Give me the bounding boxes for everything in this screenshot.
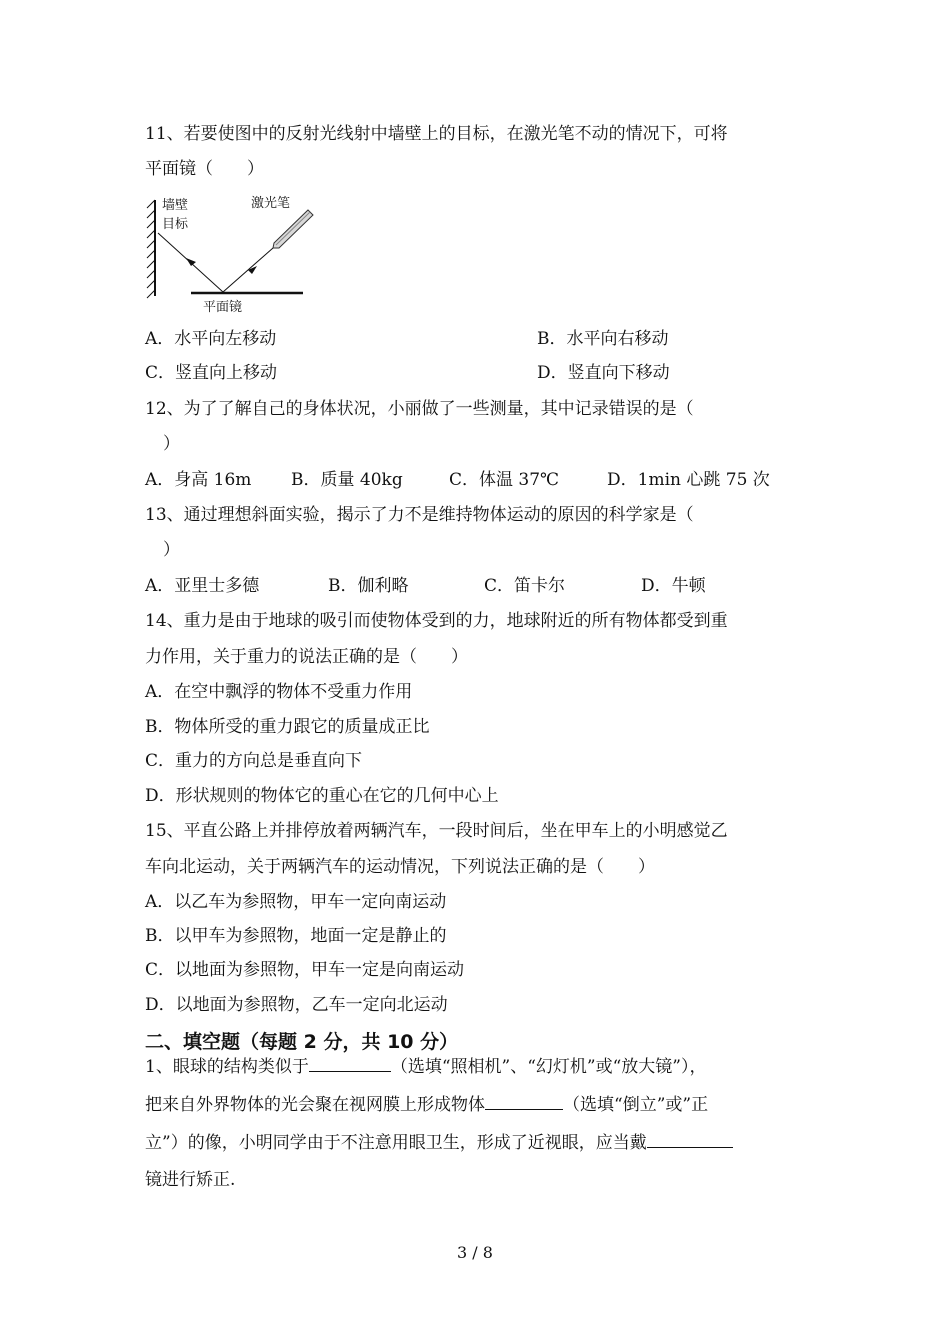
fill1-part1: 1、眼球的结构类似于 (145, 1057, 309, 1077)
q11-figure (145, 190, 315, 315)
section2-heading: 二、填空题（每题 2 分，共 10 分） (145, 1031, 459, 1053)
target-label: 目标 (162, 217, 189, 232)
fill1-blank1[interactable] (309, 1055, 391, 1072)
q15-option-d[interactable]: D．以地面为参照物，乙车一定向北运动 (145, 995, 448, 1015)
laser-pen-icon (273, 210, 313, 248)
q12-option-a[interactable]: A．身高 16m (145, 470, 252, 490)
q13-option-d[interactable]: D．牛顿 (641, 576, 706, 596)
fill1-part4: （选填“倒立”或”正 (563, 1095, 709, 1115)
q11-stem-line2: 平面镜（ ） (145, 159, 264, 179)
q14-option-d[interactable]: D．形状规则的物体它的重心在它的几何中心上 (145, 786, 499, 806)
q13-option-b[interactable]: B．伽利略 (328, 576, 409, 596)
q11-option-b[interactable]: B．水平向右移动 (537, 329, 669, 349)
page-number: 3 / 8 (457, 1243, 493, 1262)
q11-stem-line1: 11、若要使图中的反射光线射中墙壁上的目标，在激光笔不动的情况下，可将 (145, 124, 728, 144)
q13-stem-line1: 13、通过理想斜面实验，揭示了力不是维持物体运动的原因的科学家是（ (145, 505, 694, 525)
q14-option-b[interactable]: B．物体所受的重力跟它的质量成正比 (145, 717, 430, 737)
fill1-line2 (145, 1093, 708, 1116)
q15-stem-line2: 车向北运动，关于两辆汽车的运动情况，下列说法正确的是（ ） (145, 857, 655, 877)
fill1-line4: 镜进行矫正. (145, 1170, 236, 1190)
fill1-line3 (145, 1131, 733, 1154)
q15-option-a[interactable]: A．以乙车为参照物，甲车一定向南运动 (145, 892, 447, 912)
q14-option-a[interactable]: A．在空中飘浮的物体不受重力作用 (145, 682, 413, 702)
q11-option-c[interactable]: C．竖直向上移动 (145, 363, 278, 383)
q12-stem-line2: ） (163, 434, 180, 454)
reflected-arrow (186, 258, 196, 266)
q15-option-b[interactable]: B．以甲车为参照物，地面一定是静止的 (145, 926, 447, 946)
mirror-label: 平面镜 (203, 300, 243, 315)
q12-option-c[interactable]: C．体温 37℃ (449, 470, 560, 490)
fill1-part3: 把来自外界物体的光会聚在视网膜上形成物体 (145, 1095, 485, 1115)
fill1-part5: 立”）的像，小明同学由于不注意用眼卫生，形成了近视眼，应当戴 (145, 1133, 647, 1153)
fill1-line1 (145, 1055, 706, 1078)
q15-option-c[interactable]: C．以地面为参照物，甲车一定是向南运动 (145, 960, 465, 980)
incident-arrow (248, 266, 257, 274)
q15-stem-line1: 15、平直公路上并排停放着两辆汽车，一段时间后，坐在甲车上的小明感觉乙 (145, 821, 728, 841)
q14-stem-line2: 力作用，关于重力的说法正确的是（ ） (145, 647, 468, 667)
fill1-blank2[interactable] (485, 1093, 563, 1110)
q13-stem-line2: ） (163, 540, 180, 560)
q12-option-b[interactable]: B．质量 40kg (291, 470, 403, 490)
q14-stem-line1: 14、重力是由于地球的吸引而使物体受到的力，地球附近的所有物体都受到重 (145, 611, 728, 631)
q14-option-c[interactable]: C．重力的方向总是垂直向下 (145, 751, 363, 771)
fill1-blank3[interactable] (647, 1131, 733, 1148)
laser-label: 激光笔 (251, 196, 291, 211)
wall-hatching (147, 200, 155, 298)
q11-option-d[interactable]: D．竖直向下移动 (537, 363, 670, 383)
q13-option-a[interactable]: A．亚里士多德 (145, 576, 260, 596)
fill1-part2: （选填“照相机”、“幻灯机”或“放大镜”）， (390, 1057, 707, 1077)
q11-option-a[interactable]: A．水平向左移动 (145, 329, 277, 349)
wall-label: 墙壁 (162, 198, 189, 213)
q12-stem-line1: 12、为了了解自己的身体状况，小丽做了一些测量，其中记录错误的是（ (145, 399, 694, 419)
q12-option-d[interactable]: D．1min 心跳 75 次 (607, 470, 770, 490)
q13-option-c[interactable]: C．笛卡尔 (484, 576, 566, 596)
